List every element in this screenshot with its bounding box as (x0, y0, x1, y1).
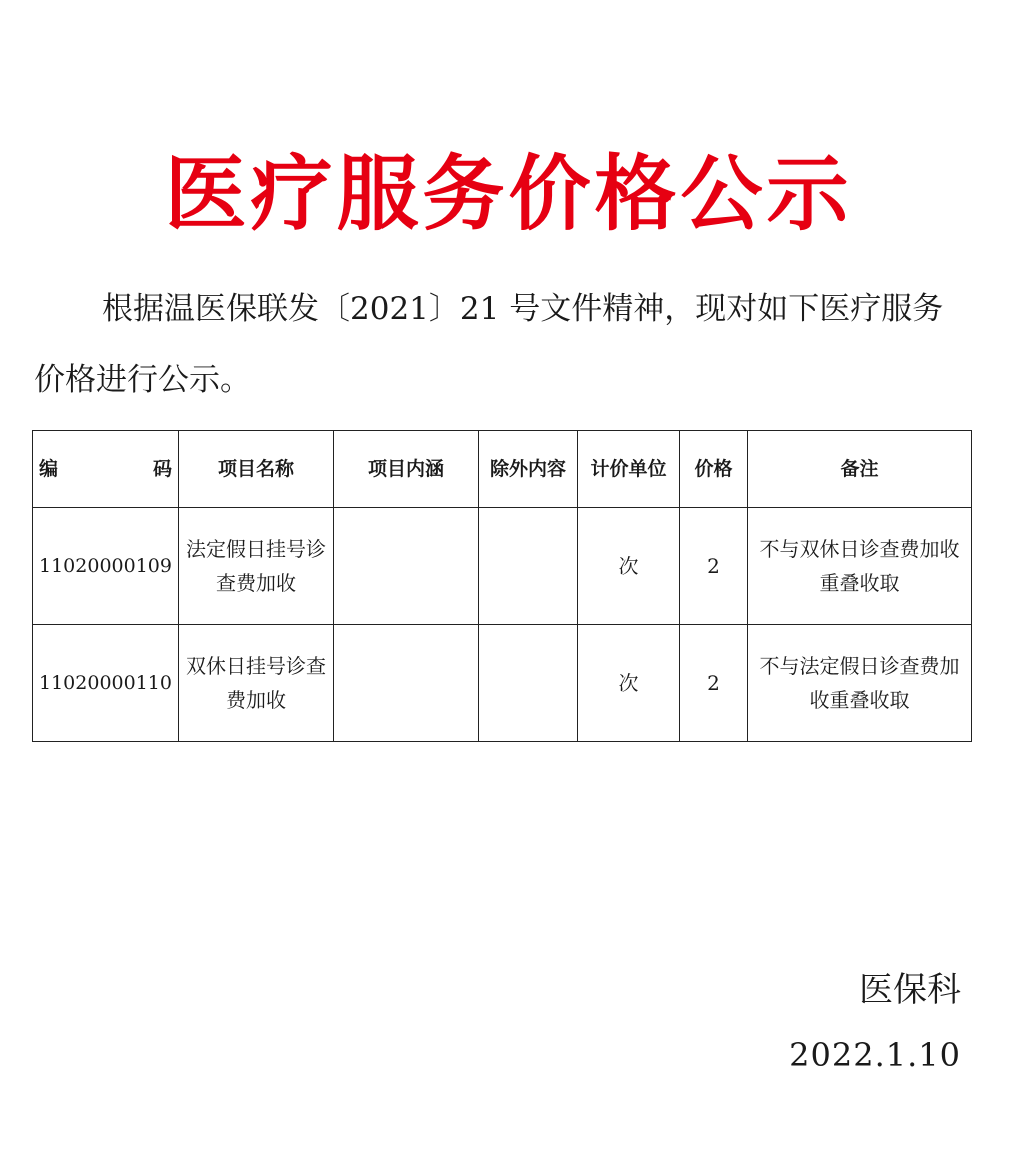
header-code: 编 码 (33, 431, 179, 508)
cell-exclusions (478, 508, 577, 625)
header-name: 项目名称 (178, 431, 333, 508)
cell-unit: 次 (577, 625, 679, 742)
cell-exclusions (478, 625, 577, 742)
cell-name: 法定假日挂号诊查费加收 (178, 508, 333, 625)
signature-department: 医保科 (859, 970, 961, 1010)
header-unit: 计价单位 (577, 431, 679, 508)
page-title: 医疗服务价格公示 (164, 147, 853, 242)
cell-code: 11020000109 (33, 508, 179, 625)
table-row (33, 625, 972, 742)
cell-content (333, 625, 478, 742)
signature-date: 2022.1.10 (789, 1036, 961, 1074)
header-content: 项目内涵 (333, 431, 478, 508)
table-row (33, 508, 972, 625)
header-price: 价格 (679, 431, 747, 508)
cell-unit: 次 (577, 508, 679, 625)
cell-name: 双休日挂号诊查费加收 (178, 625, 333, 742)
price-table (32, 430, 972, 742)
cell-content (333, 508, 478, 625)
cell-price: 2 (679, 625, 747, 742)
cell-price: 2 (679, 508, 747, 625)
intro-paragraph: 根据温医保联发〔2021〕21 号文件精神，现对如下医疗服务价格进行公示。 (34, 291, 944, 398)
cell-code: 11020000110 (33, 625, 179, 742)
header-exclusions: 除外内容 (478, 431, 577, 508)
cell-remarks: 不与双休日诊查费加收重叠收取 (747, 508, 971, 625)
cell-remarks: 不与法定假日诊查费加收重叠收取 (747, 625, 971, 742)
table-header-row (33, 431, 972, 508)
header-remarks: 备注 (747, 431, 971, 508)
